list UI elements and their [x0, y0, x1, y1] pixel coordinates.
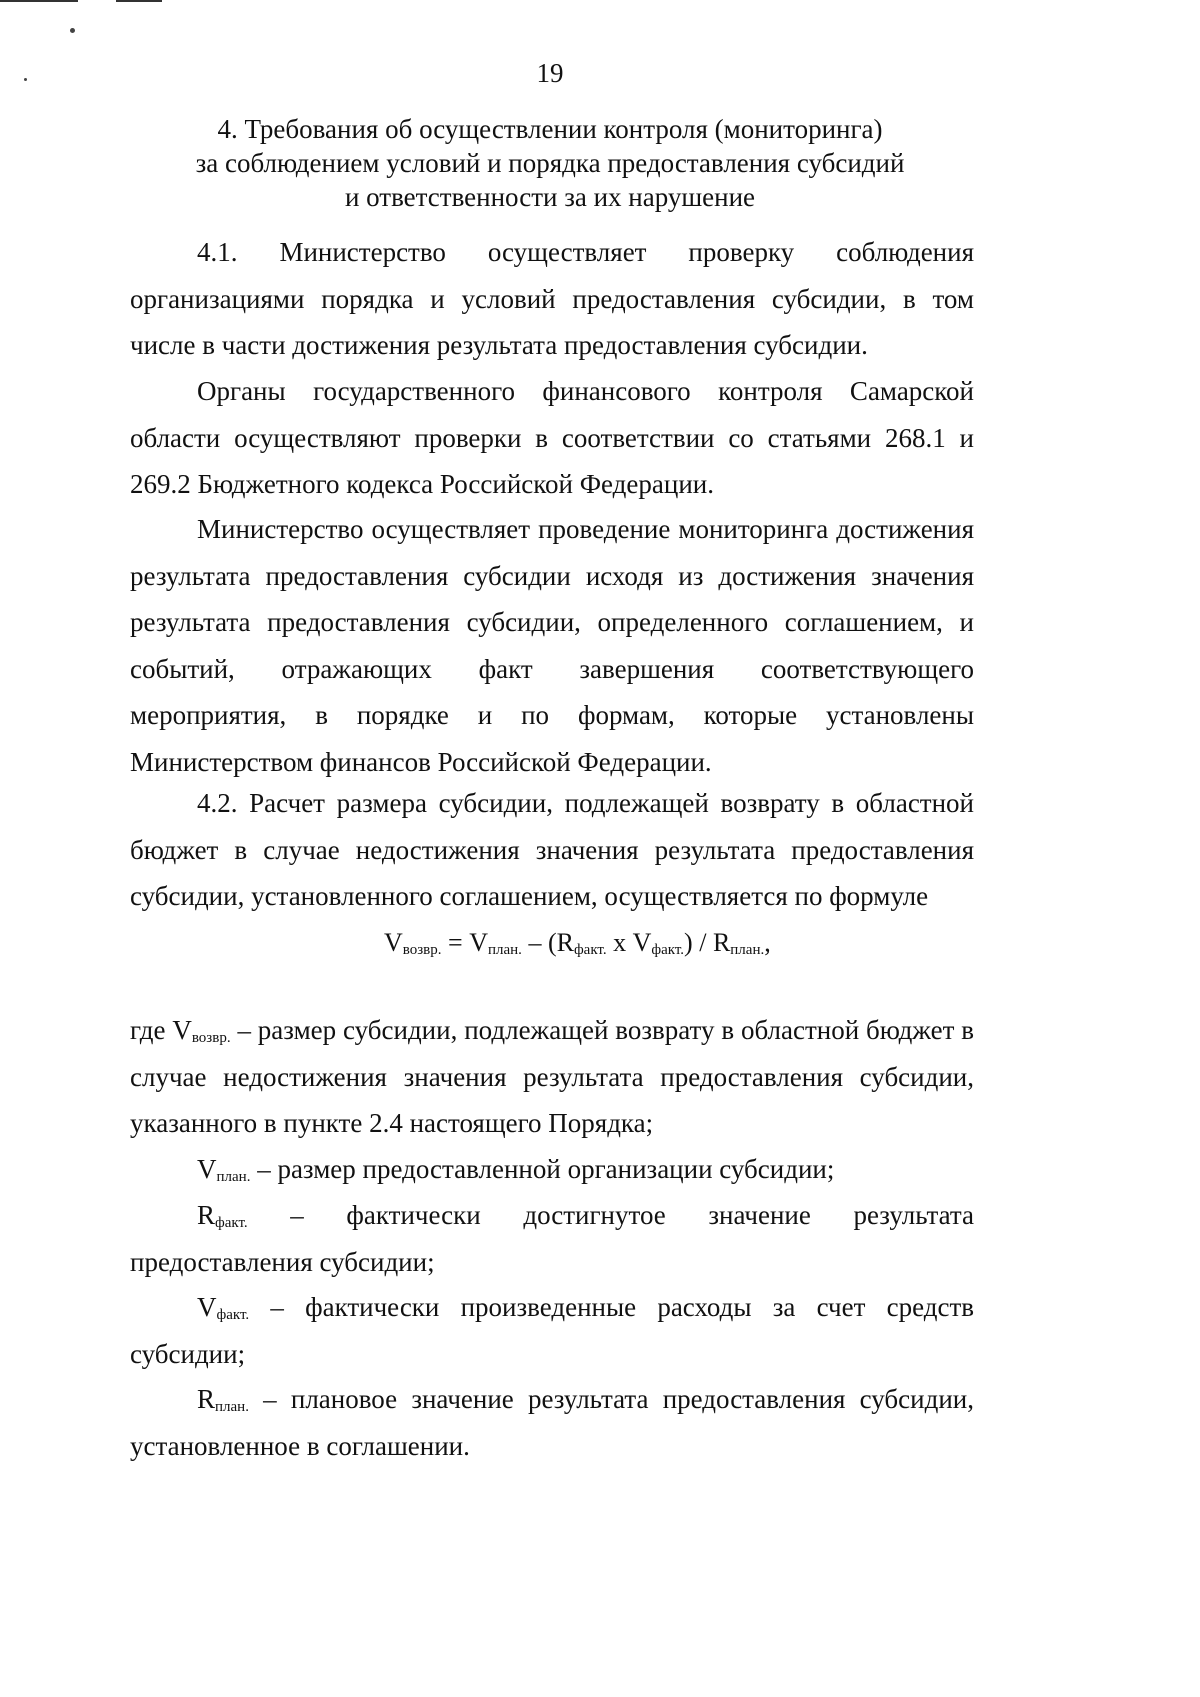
definition-text: – плановое значение результата предоставления субсидии, установленное в соглашении. [130, 1384, 974, 1461]
formula-symbol: R [712, 928, 731, 957]
definition-symbol: V [197, 1154, 217, 1184]
section-heading-line: и ответственности за их нарушение [344, 182, 756, 212]
section-heading [130, 112, 970, 214]
definition-prefix: где [130, 1015, 173, 1045]
formula-operator: х [606, 928, 633, 957]
formula-operator: = [441, 928, 470, 957]
definition-text: – размер субсидии, подлежащей возврату в областной бюджет в случае недостижения значения результата предоставления субсидии, указанного в пункте 2.4 настоящего Порядка; [130, 1015, 974, 1138]
definition-text: – фактически достигнутое значение результата предоставления субсидии; [130, 1200, 974, 1277]
formula-subscript: факт. [651, 942, 685, 958]
scan-edge-line [116, 0, 162, 2]
paragraph-4-2: 4.2. Расчет размера субсидии, подлежащей возврату в областной бюджет в случае недостижения значения результата предоставления субсидии, установленного соглашением, осуществляется по формуле [130, 788, 974, 911]
paragraph-monitoring: Министерство осуществляет проведение мониторинга достижения результата предоставления субсидии исходя из достижения значения результата предоставления субсидии, определенного соглашением, и событий, отражающих факт завершения соответствующего мероприятия, в порядке и по формам, которые установлены Министерством финансов Российской Федерации. [130, 514, 974, 777]
formula-operator: , [764, 928, 771, 957]
formula-subscript: возвр. [402, 942, 442, 958]
section-heading-line: 4. Требования об осуществлении контроля (мониторинга) [217, 114, 883, 144]
definition-symbol: R [197, 1384, 216, 1414]
formula-operator: – ( [521, 928, 557, 957]
definition-v-plan [130, 1146, 974, 1193]
definition-symbol: V [172, 1015, 192, 1045]
definition-r-plan [130, 1376, 974, 1469]
section-heading-line: за соблюдением условий и порядка предоставления субсидий [195, 148, 905, 178]
definition-v-return [130, 1007, 974, 1147]
definition-subscript: факт. [216, 1307, 250, 1323]
definition-symbol: R [197, 1200, 216, 1230]
formula-subscript: факт. [573, 942, 607, 958]
formula-symbol: R [556, 928, 574, 957]
refund-formula [384, 928, 771, 958]
page-number: 19 [536, 58, 564, 88]
definition-subscript: план. [216, 1169, 251, 1185]
formula-subscript: план. [487, 942, 522, 958]
scan-speck [70, 28, 75, 33]
formula-operator: ) / [684, 928, 713, 957]
scan-edge-line [0, 0, 78, 2]
definition-r-fact [130, 1192, 974, 1285]
formula-symbol: V [632, 928, 652, 957]
definition-text: – фактически произведенные расходы за счет средств субсидии; [130, 1292, 974, 1369]
definition-subscript: возвр. [191, 1030, 231, 1046]
formula-subscript: план. [730, 942, 765, 958]
definition-subscript: план. [215, 1399, 249, 1415]
definition-text: – размер предоставленной организации субсидии; [250, 1154, 835, 1184]
definition-subscript: факт. [215, 1215, 248, 1231]
paragraph-financial-control: Органы государственного финансового контроля Самарской области осуществляют проверки в соответствии со статьями 268.1 и 269.2 Бюджетного кодекса Российской Федерации. [130, 376, 974, 499]
formula-symbol: V [384, 928, 403, 957]
formula-symbol: V [469, 928, 488, 957]
definition-v-fact [130, 1284, 974, 1377]
paragraph-4-1: 4.1. Министерство осуществляет проверку соблюдения организациями порядка и условий предоставления субсидии, в том числе в части достижения результата предоставления субсидии. [130, 237, 974, 360]
definition-symbol: V [197, 1292, 217, 1322]
